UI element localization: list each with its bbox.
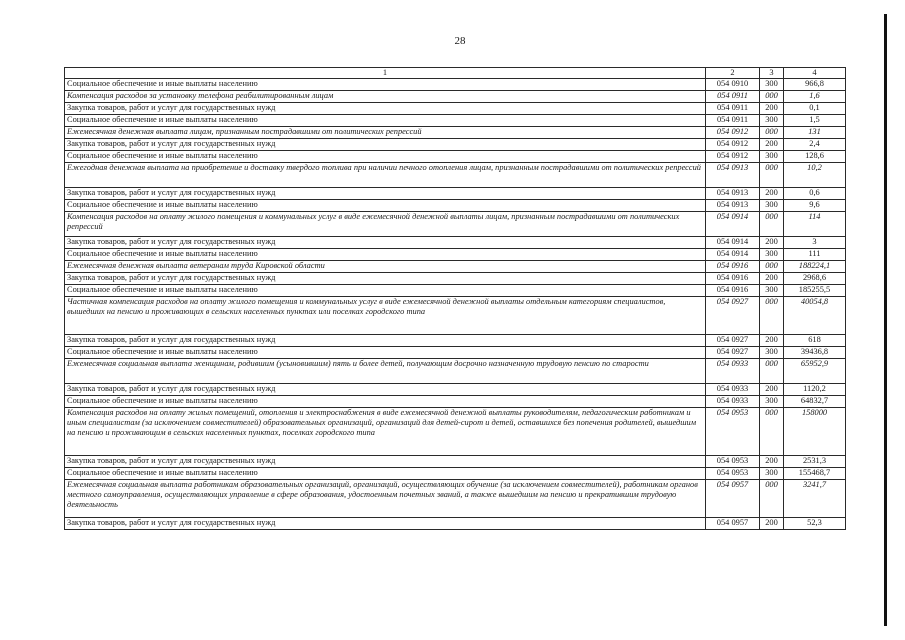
expense-type-cell: 300 (760, 468, 784, 480)
budget-table (64, 67, 846, 530)
item-name-cell: Социальное обеспечение и иные выплаты населению (65, 468, 706, 480)
amount-cell: 131 (784, 127, 846, 139)
amount-cell: 618 (784, 335, 846, 347)
expense-type-cell: 000 (760, 127, 784, 139)
amount-cell: 3 (784, 237, 846, 249)
budget-code-cell: 054 0911 (706, 115, 760, 127)
expense-type-cell: 000 (760, 212, 784, 237)
expense-type-cell: 200 (760, 273, 784, 285)
item-name-cell: Социальное обеспечение и иные выплаты населению (65, 396, 706, 408)
item-name-cell: Ежемесячная денежная выплата ветеранам труда Кировской области (65, 261, 706, 273)
item-name-cell: Закупка товаров, работ и услуг для государственных нужд (65, 518, 706, 530)
amount-cell: 188224,1 (784, 261, 846, 273)
budget-code-cell: 054 0914 (706, 249, 760, 261)
amount-cell: 966,8 (784, 79, 846, 91)
amount-cell: 185255,5 (784, 285, 846, 297)
amount-cell: 39436,8 (784, 347, 846, 359)
item-name-cell: Закупка товаров, работ и услуг для государственных нужд (65, 103, 706, 115)
expense-type-cell: 300 (760, 200, 784, 212)
budget-code-cell: 054 0913 (706, 200, 760, 212)
amount-cell: 2968,6 (784, 273, 846, 285)
amount-cell: 2531,3 (784, 456, 846, 468)
item-name-cell: Закупка товаров, работ и услуг для государственных нужд (65, 273, 706, 285)
expense-type-cell: 200 (760, 518, 784, 530)
expense-type-cell: 200 (760, 237, 784, 249)
header-cell-3: 3 (760, 68, 784, 79)
item-name-cell: Ежегодная денежная выплата на приобретение и доставку твердого топлива при наличии печного отопления лицам, признанным пострадавшими от политических репрессий (65, 163, 706, 188)
amount-cell: 0,1 (784, 103, 846, 115)
expense-type-cell: 000 (760, 163, 784, 188)
table-row (65, 285, 846, 297)
budget-code-cell: 054 0914 (706, 237, 760, 249)
item-name-cell: Закупка товаров, работ и услуг для государственных нужд (65, 456, 706, 468)
budget-code-cell: 054 0911 (706, 91, 760, 103)
budget-code-cell: 054 0914 (706, 212, 760, 237)
expense-type-cell: 200 (760, 188, 784, 200)
table-row (65, 468, 846, 480)
budget-code-cell: 054 0933 (706, 359, 760, 384)
table-row (65, 297, 846, 335)
expense-type-cell: 300 (760, 79, 784, 91)
item-name-cell: Закупка товаров, работ и услуг для государственных нужд (65, 237, 706, 249)
expense-type-cell: 200 (760, 384, 784, 396)
budget-code-cell: 054 0953 (706, 408, 760, 456)
item-name-cell: Социальное обеспечение и иные выплаты населению (65, 79, 706, 91)
amount-cell: 155468,7 (784, 468, 846, 480)
budget-code-cell: 054 0916 (706, 285, 760, 297)
table-row (65, 188, 846, 200)
expense-type-cell: 000 (760, 91, 784, 103)
item-name-cell: Компенсация расходов за установку телефона реабилитированным лицам (65, 91, 706, 103)
budget-code-cell: 054 0957 (706, 480, 760, 518)
amount-cell: 114 (784, 212, 846, 237)
item-name-cell: Ежемесячная социальная выплата женщинам, родившим (усыновившим) пять и более детей, получающим досрочно назначенную трудовую пенсию по старости (65, 359, 706, 384)
budget-code-cell: 054 0927 (706, 347, 760, 359)
amount-cell: 128,6 (784, 151, 846, 163)
expense-type-cell: 300 (760, 285, 784, 297)
expense-type-cell: 000 (760, 408, 784, 456)
amount-cell: 10,2 (784, 163, 846, 188)
expense-type-cell: 300 (760, 347, 784, 359)
table-row (65, 518, 846, 530)
table-row (65, 347, 846, 359)
amount-cell: 40054,8 (784, 297, 846, 335)
amount-cell: 3241,7 (784, 480, 846, 518)
table-row (65, 127, 846, 139)
expense-type-cell: 300 (760, 249, 784, 261)
budget-code-cell: 054 0913 (706, 163, 760, 188)
budget-code-cell: 054 0911 (706, 103, 760, 115)
header-cell-1: 1 (65, 68, 706, 79)
table-row (65, 79, 846, 91)
budget-code-cell: 054 0957 (706, 518, 760, 530)
table-row (65, 91, 846, 103)
budget-code-cell: 054 0933 (706, 384, 760, 396)
item-name-cell: Частичная компенсация расходов на оплату жилого помещения и коммунальных услуг в виде ежемесячной денежной выплаты отдельным категориям специалистов, вышедших на пенсию и проживающих в сельских населенных пунктах или поселках городского типа (65, 297, 706, 335)
expense-type-cell: 000 (760, 297, 784, 335)
table-row (65, 456, 846, 468)
header-cell-2: 2 (706, 68, 760, 79)
item-name-cell: Компенсация расходов на оплату жилых помещений, отопления и электроснабжения в виде ежемесячной денежной выплаты руководителям, педагогическим работникам и иным специалистам (за исключением совместителей) образовательных организаций, организаций для детей-сирот и детей, оставшихся без попечения родителей, вышедшим на пенсию и проживающим в сельских населенных пунктах, поселках городского типа (65, 408, 706, 456)
item-name-cell: Компенсация расходов на оплату жилого помещения и коммунальных услуг в виде ежемесячной денежной выплаты лицам, признанным пострадавшими от политических репрессий (65, 212, 706, 237)
expense-type-cell: 200 (760, 103, 784, 115)
item-name-cell: Ежемесячная денежная выплата лицам, признанным пострадавшими от политических репрессий (65, 127, 706, 139)
table-row (65, 335, 846, 347)
table-row (65, 408, 846, 456)
amount-cell: 65952,9 (784, 359, 846, 384)
page-edge-bar (884, 14, 887, 626)
expense-type-cell: 200 (760, 335, 784, 347)
budget-code-cell: 054 0953 (706, 456, 760, 468)
expense-type-cell: 300 (760, 115, 784, 127)
budget-code-cell: 054 0933 (706, 396, 760, 408)
table-row (65, 237, 846, 249)
budget-code-cell: 054 0916 (706, 261, 760, 273)
table-row (65, 273, 846, 285)
item-name-cell: Ежемесячная социальная выплата работникам образовательных организаций, организаций, осуществляющих обучение (за исключением совместителей), работникам органов местного самоуправления, осуществляющих управление в сфере образования, удостоенным почетных званий, а также вышедшим на пенсию и прекратившим трудовую деятельность (65, 480, 706, 518)
amount-cell: 64832,7 (784, 396, 846, 408)
item-name-cell: Социальное обеспечение и иные выплаты населению (65, 151, 706, 163)
expense-type-cell: 000 (760, 359, 784, 384)
table-row (65, 359, 846, 384)
budget-code-cell: 054 0910 (706, 79, 760, 91)
table-row (65, 163, 846, 188)
budget-code-cell: 054 0912 (706, 151, 760, 163)
amount-cell: 1120,2 (784, 384, 846, 396)
amount-cell: 9,6 (784, 200, 846, 212)
table-header-row (65, 68, 846, 79)
expense-type-cell: 000 (760, 480, 784, 518)
expense-type-cell: 300 (760, 396, 784, 408)
budget-code-cell: 054 0912 (706, 139, 760, 151)
item-name-cell: Закупка товаров, работ и услуг для государственных нужд (65, 335, 706, 347)
amount-cell: 1,6 (784, 91, 846, 103)
expense-type-cell: 200 (760, 139, 784, 151)
table-row (65, 261, 846, 273)
table-row (65, 384, 846, 396)
budget-code-cell: 054 0927 (706, 297, 760, 335)
amount-cell: 1,5 (784, 115, 846, 127)
table-row (65, 151, 846, 163)
amount-cell: 52,3 (784, 518, 846, 530)
table-row (65, 200, 846, 212)
budget-code-cell: 054 0916 (706, 273, 760, 285)
amount-cell: 111 (784, 249, 846, 261)
item-name-cell: Социальное обеспечение и иные выплаты населению (65, 200, 706, 212)
budget-code-cell: 054 0913 (706, 188, 760, 200)
item-name-cell: Закупка товаров, работ и услуг для государственных нужд (65, 188, 706, 200)
item-name-cell: Социальное обеспечение и иные выплаты населению (65, 285, 706, 297)
expense-type-cell: 200 (760, 456, 784, 468)
budget-code-cell: 054 0953 (706, 468, 760, 480)
amount-cell: 0,6 (784, 188, 846, 200)
amount-cell: 2,4 (784, 139, 846, 151)
item-name-cell: Социальное обеспечение и иные выплаты населению (65, 249, 706, 261)
expense-type-cell: 000 (760, 261, 784, 273)
table-row (65, 103, 846, 115)
expense-type-cell: 300 (760, 151, 784, 163)
amount-cell: 158000 (784, 408, 846, 456)
table-row (65, 249, 846, 261)
item-name-cell: Закупка товаров, работ и услуг для государственных нужд (65, 139, 706, 151)
table-row (65, 480, 846, 518)
table-row (65, 139, 846, 151)
page-number: 28 (454, 35, 466, 47)
header-cell-4: 4 (784, 68, 846, 79)
table-row (65, 115, 846, 127)
item-name-cell: Социальное обеспечение и иные выплаты населению (65, 115, 706, 127)
budget-code-cell: 054 0912 (706, 127, 760, 139)
table-row (65, 212, 846, 237)
budget-code-cell: 054 0927 (706, 335, 760, 347)
item-name-cell: Социальное обеспечение и иные выплаты населению (65, 347, 706, 359)
item-name-cell: Закупка товаров, работ и услуг для государственных нужд (65, 384, 706, 396)
table-row (65, 396, 846, 408)
